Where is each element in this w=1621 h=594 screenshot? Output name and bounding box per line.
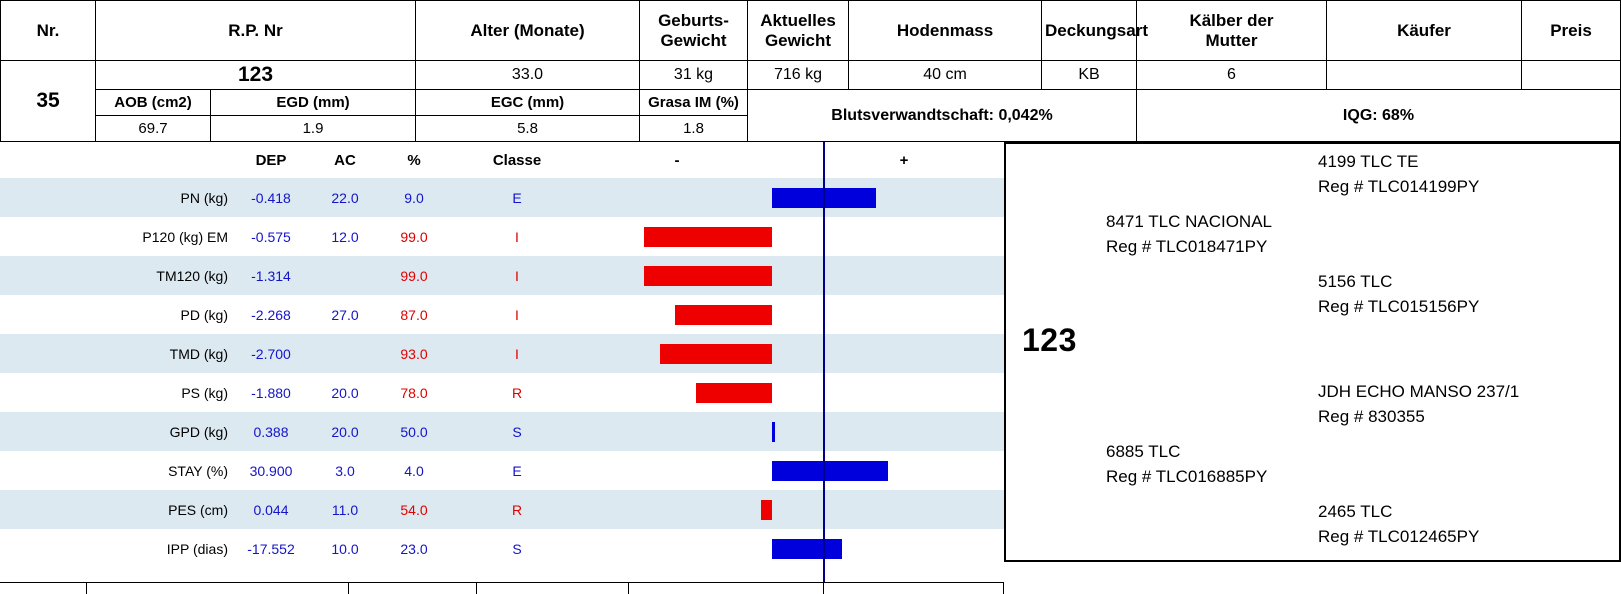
- pedigree-gp4-name: 2465 TLC: [1318, 502, 1393, 521]
- dep-bar-negative: [582, 334, 772, 373]
- dep-table-row: [0, 490, 1036, 529]
- dep-table-row: [0, 217, 1036, 256]
- dep-classe: E: [512, 462, 522, 479]
- pedigree-gp2-name: 5156 TLC: [1318, 272, 1393, 291]
- dep-bar-negative: [582, 412, 772, 451]
- dep-classe: R: [511, 384, 523, 401]
- col-header-geburtsgewicht-l2: Gewicht: [660, 30, 727, 50]
- dep-trait-label: PN (kg): [0, 178, 228, 217]
- dep-bar-negative: [582, 217, 772, 256]
- dep-percentile: 54.0: [376, 490, 452, 529]
- footer-tick: [348, 582, 349, 594]
- pedigree-maternal-granddam: [1318, 500, 1479, 549]
- dep-bar-positive: [772, 373, 1036, 412]
- value-kaeufer: [1327, 61, 1522, 90]
- pedigree-gp3-name: JDH ECHO MANSO 237/1: [1318, 382, 1520, 401]
- dep-percentile: 4.0: [404, 462, 424, 479]
- footer-tick: [823, 582, 824, 594]
- sublabel-grasa-im: Grasa IM (%): [640, 90, 748, 116]
- dep-header-classe: Classe: [492, 151, 542, 169]
- dep-value: -2.268: [251, 306, 291, 323]
- pedigree-maternal-grandsire: [1318, 380, 1519, 429]
- dep-table-row: [0, 373, 1036, 412]
- dep-accuracy: 22.0: [314, 178, 376, 217]
- col-header-hodenmass: Hodenmass: [849, 1, 1042, 61]
- col-header-geburtsgewicht: [640, 1, 748, 61]
- sublabel-egd: EGD (mm): [211, 90, 416, 116]
- col-header-kaelber-l1: Kälber der: [1189, 10, 1274, 30]
- value-deckungsart: KB: [1042, 61, 1137, 90]
- dep-classe: R: [452, 490, 582, 529]
- col-header-aktuellesgewicht: [748, 1, 849, 61]
- col-header-nr: Nr.: [1, 1, 96, 61]
- dep-accuracy: 3.0: [335, 462, 355, 479]
- dep-table-row: [0, 178, 1036, 217]
- dep-bar-positive: [772, 217, 1036, 256]
- dep-trait-label: P120 (kg) EM: [142, 228, 228, 245]
- dep-table-row: [0, 334, 1036, 373]
- dep-accuracy: [314, 334, 376, 373]
- col-header-geburtsgewicht-l1: Geburts-: [658, 10, 729, 30]
- dep-percentile: 99.0: [400, 228, 428, 245]
- dep-bar: [696, 383, 772, 403]
- dep-bar-positive: [772, 529, 1036, 568]
- value-geburtsgewicht: 31 kg: [640, 61, 748, 90]
- sublabel-aob: AOB (cm2): [96, 90, 211, 116]
- footer-tick: [86, 582, 87, 594]
- dep-accuracy: 11.0: [314, 490, 376, 529]
- dep-bar: [772, 461, 888, 481]
- col-header-kaeufer: Käufer: [1327, 1, 1522, 61]
- dep-bar: [761, 500, 772, 520]
- dep-value: -1.314: [228, 256, 314, 295]
- value-egd: 1.9: [211, 116, 416, 142]
- dep-bar: [675, 305, 772, 325]
- dep-classe: S: [512, 540, 522, 557]
- dep-value: -0.418: [228, 178, 314, 217]
- header-row-labels: [1, 1, 1621, 61]
- value-preis: [1522, 61, 1621, 90]
- dep-bar: [644, 227, 772, 247]
- dep-accuracy: [314, 256, 376, 295]
- pedigree-gp4-reg: Reg # TLC012465PY: [1318, 526, 1480, 546]
- dep-table-header-row: [0, 142, 1036, 178]
- dep-section: [0, 142, 1036, 583]
- dep-bar-positive: [772, 412, 1036, 451]
- dep-bar-negative: [582, 490, 772, 529]
- col-header-kaelber-l2: Mutter: [1205, 30, 1258, 50]
- dep-classe: I: [515, 228, 519, 245]
- value-egc: 5.8: [416, 116, 640, 142]
- dep-header-ac: AC: [334, 151, 356, 169]
- dep-table-row: [0, 295, 1036, 334]
- dep-bar-positive: [772, 451, 1036, 490]
- dep-bar-negative: [582, 529, 772, 568]
- pedigree-box: [1004, 142, 1621, 562]
- dep-value: 0.044: [228, 490, 314, 529]
- value-iqg: IQG: 68%: [1137, 90, 1621, 142]
- value-grasa-im: 1.8: [640, 116, 748, 142]
- dep-value: -1.880: [251, 384, 291, 401]
- dep-trait-label: GPD (kg): [0, 412, 228, 451]
- dep-trait-label: STAY (%): [168, 462, 228, 479]
- dep-bar-negative: [582, 373, 772, 412]
- pedigree-gp1-name: 4199 TLC TE: [1318, 152, 1419, 171]
- dep-classe: E: [452, 178, 582, 217]
- pedigree-paternal-granddam: [1318, 270, 1479, 319]
- value-hodenmass: 40 cm: [849, 61, 1042, 90]
- dep-trait-label: IPP (dias): [166, 540, 228, 557]
- dep-classe: I: [452, 334, 582, 373]
- pedigree-dam-reg: Reg # TLC016885PY: [1106, 466, 1268, 486]
- dep-value: 30.900: [249, 462, 293, 479]
- footer-tick: [1003, 582, 1004, 594]
- pedigree-animal-id: 123: [1022, 322, 1077, 358]
- dep-value: 0.388: [228, 412, 314, 451]
- dep-bar-positive: [772, 178, 1036, 217]
- dep-accuracy: 12.0: [331, 228, 359, 245]
- dep-value: -2.700: [228, 334, 314, 373]
- pedigree-gp2-reg: Reg # TLC015156PY: [1318, 296, 1480, 316]
- dep-classe: I: [452, 256, 582, 295]
- dep-percentile: 99.0: [376, 256, 452, 295]
- dep-bar-negative: [582, 256, 772, 295]
- dep-table-row: [0, 451, 1036, 490]
- value-blutsverwandtschaft: Blutsverwandtschaft: 0,042%: [748, 90, 1137, 142]
- dep-trait-label: PS (kg): [181, 384, 228, 401]
- footer-rule: [0, 582, 1004, 583]
- dep-bar-negative: [582, 178, 772, 217]
- dep-classe: S: [452, 412, 582, 451]
- dep-percentile: 93.0: [376, 334, 452, 373]
- pedigree-gp3-reg: Reg # 830355: [1318, 406, 1425, 426]
- dep-bar: [772, 539, 842, 559]
- pedigree-sire: [1106, 210, 1272, 259]
- sublabel-egc: EGC (mm): [416, 90, 640, 116]
- value-nr: 35: [1, 61, 96, 142]
- dep-percentile: 23.0: [400, 540, 428, 557]
- zero-axis-line: [823, 142, 825, 583]
- col-header-rp-nr: R.P. Nr: [96, 1, 416, 61]
- dep-trait-label: PD (kg): [180, 306, 228, 323]
- lower-section: [0, 142, 1621, 583]
- dep-table-row: [0, 256, 1036, 295]
- value-aktuellesgewicht: 716 kg: [748, 61, 849, 90]
- dep-percentile: 87.0: [400, 306, 428, 323]
- dep-bar: [660, 344, 772, 364]
- dep-bar-negative: [582, 295, 772, 334]
- dep-trait-label: TM120 (kg): [0, 256, 228, 295]
- dep-header-pct: %: [407, 151, 421, 169]
- dep-header-negative: -: [674, 151, 680, 169]
- header-row-sublabels: [1, 90, 1621, 116]
- dep-bar-positive: [772, 490, 1036, 529]
- dep-trait-label: TMD (kg): [0, 334, 228, 373]
- dep-value: -17.552: [247, 540, 295, 557]
- header-row-values: [1, 61, 1621, 90]
- dep-bar-positive: [772, 295, 1036, 334]
- dep-bar-positive: [772, 334, 1036, 373]
- dep-bar: [644, 266, 772, 286]
- footer-tick: [628, 582, 629, 594]
- pedigree-paternal-grandsire: [1318, 150, 1479, 199]
- dep-table: [0, 142, 1036, 568]
- pedigree-sire-name: 8471 TLC NACIONAL: [1106, 212, 1272, 231]
- col-header-aktuellesgewicht-l2: Gewicht: [764, 30, 832, 50]
- col-header-deckungsart: Deckungsart: [1042, 1, 1137, 61]
- dep-bar: [772, 422, 775, 442]
- dep-percentile: 9.0: [376, 178, 452, 217]
- dep-table-row: [0, 529, 1036, 568]
- dep-classe: I: [515, 306, 519, 323]
- dep-bar-positive: [772, 256, 1036, 295]
- value-alter: 33.0: [416, 61, 640, 90]
- header-table: [0, 0, 1621, 142]
- col-header-alter: Alter (Monate): [416, 1, 640, 61]
- dep-bar-negative: [582, 451, 772, 490]
- dep-table-row: [0, 412, 1036, 451]
- pedigree-dam: [1106, 440, 1267, 489]
- dep-percentile: 50.0: [376, 412, 452, 451]
- pedigree-gp1-reg: Reg # TLC014199PY: [1318, 176, 1480, 196]
- dep-header-dep: DEP: [255, 151, 287, 169]
- value-aob: 69.7: [96, 116, 211, 142]
- dep-accuracy: 10.0: [331, 540, 359, 557]
- pedigree-dam-name: 6885 TLC: [1106, 442, 1181, 461]
- dep-header-positive: +: [899, 151, 909, 169]
- value-kaelber-mutter: 6: [1137, 61, 1327, 90]
- pedigree-sire-reg: Reg # TLC018471PY: [1106, 236, 1268, 256]
- dep-value: -0.575: [251, 228, 291, 245]
- dep-accuracy: 27.0: [331, 306, 359, 323]
- footer-tick: [476, 582, 477, 594]
- dep-percentile: 78.0: [400, 384, 428, 401]
- col-header-kaelber-der-mutter: [1137, 1, 1327, 61]
- col-header-aktuellesgewicht-l1: Aktuelles: [760, 10, 836, 30]
- col-header-preis: Preis: [1522, 1, 1621, 61]
- dep-accuracy: 20.0: [314, 412, 376, 451]
- dep-accuracy: 20.0: [331, 384, 359, 401]
- value-rp-nr: 123: [96, 61, 416, 90]
- dep-header-trait: [0, 142, 228, 178]
- dep-trait-label: PES (cm): [0, 490, 228, 529]
